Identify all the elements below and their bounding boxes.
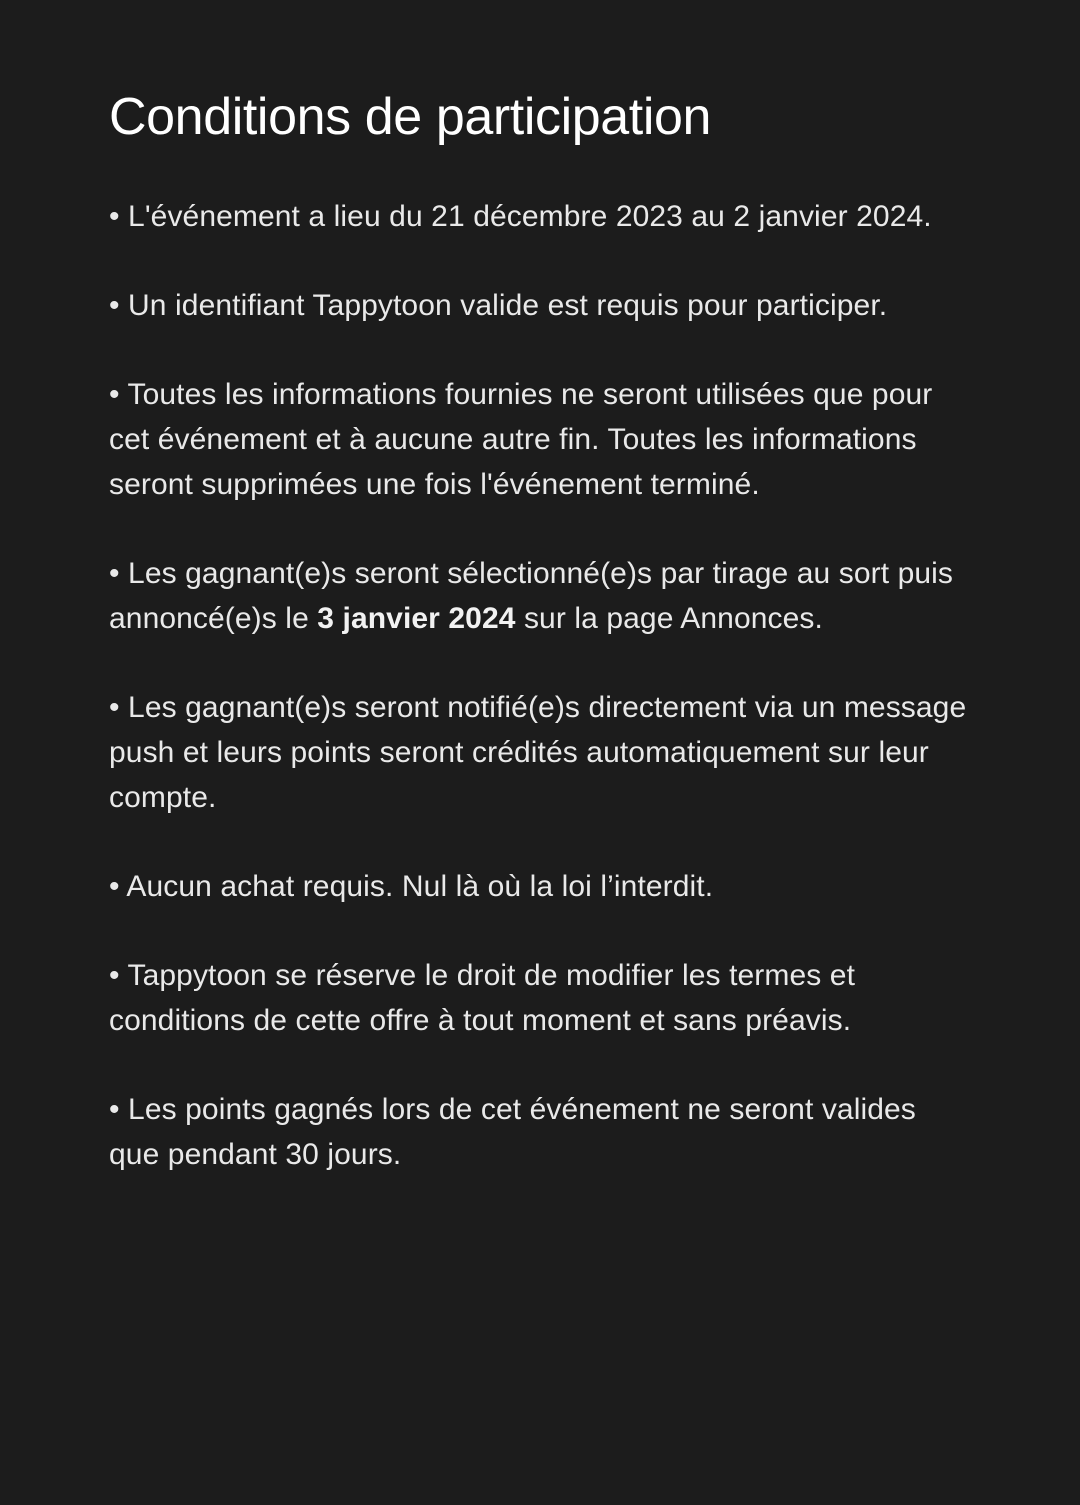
term-text: Aucun achat requis. Nul là où la loi l’interdit. bbox=[126, 870, 714, 903]
bullet-icon: • bbox=[109, 557, 129, 590]
list-item bbox=[109, 953, 967, 1043]
list-item bbox=[109, 194, 967, 239]
terms-list bbox=[109, 194, 967, 1177]
term-text: Tappytoon se réserve le droit de modifier les termes et conditions de cette offre à tout moment et sans préavis. bbox=[109, 959, 856, 1037]
term-text: Les gagnant(e)s seront notifié(e)s directement via un message push et leurs points seront crédités automatiquement sur leur compte. bbox=[109, 691, 967, 814]
list-item bbox=[109, 372, 967, 507]
bullet-icon: • bbox=[109, 870, 127, 903]
list-item bbox=[109, 1087, 967, 1177]
list-item bbox=[109, 864, 967, 909]
list-item bbox=[109, 551, 967, 641]
bullet-icon: • bbox=[109, 691, 129, 724]
term-text: Un identifiant Tappytoon valide est requis pour participer. bbox=[128, 289, 888, 322]
term-text: L'événement a lieu du 21 décembre 2023 au 2 janvier 2024. bbox=[128, 200, 932, 233]
bullet-icon: • bbox=[109, 289, 129, 322]
page-title: Conditions de participation bbox=[109, 88, 712, 146]
list-item bbox=[109, 283, 967, 328]
list-item bbox=[109, 685, 967, 820]
term-text: Les points gagnés lors de cet événement ne seront valides que pendant 30 jours. bbox=[109, 1093, 916, 1171]
term-text: Toutes les informations fournies ne seront utilisées que pour cet événement et à aucune autre fin. Toutes les informations seront supprimées une fois l'événement terminé. bbox=[109, 378, 933, 501]
bullet-icon: • bbox=[109, 200, 129, 233]
term-text: Les gagnant(e)s seront sélectionné(e)s par tirage au sort puis annoncé(e)s le 3 janvier 2024 sur la page Annonces. bbox=[109, 557, 954, 635]
bullet-icon: • bbox=[109, 959, 128, 992]
bullet-icon: • bbox=[109, 378, 128, 411]
bullet-icon: • bbox=[109, 1093, 129, 1126]
